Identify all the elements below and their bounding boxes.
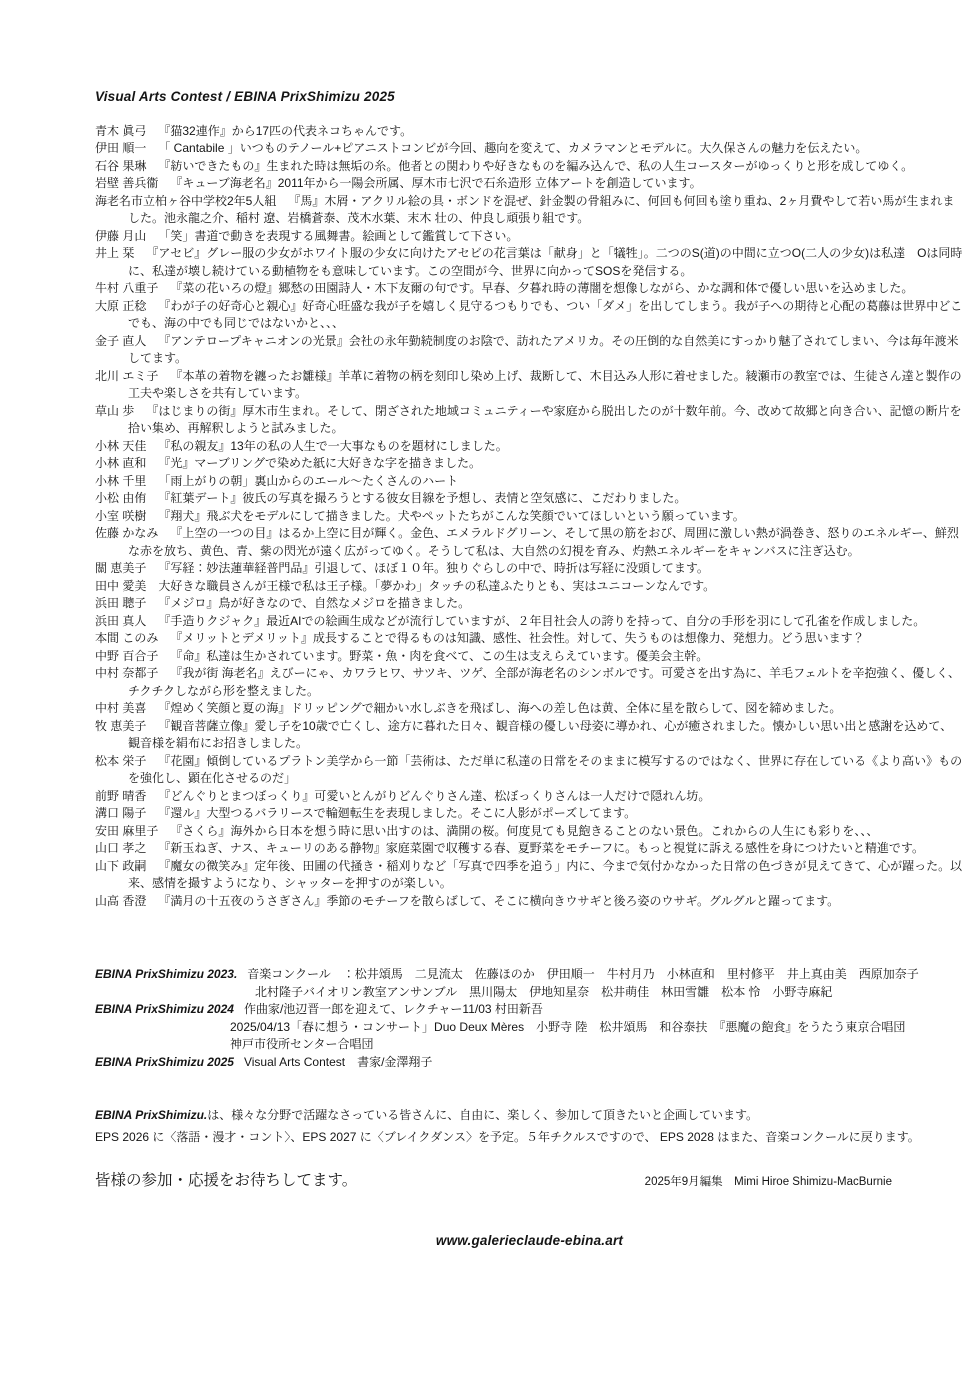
artist-description: 『どんぐりとまつぼっくり』可愛いとんがりどんぐりさん達、松ぼっくりさんは一人だけで隠れん坊。 (158, 788, 711, 803)
artist-description: 『花園』傾倒しているプラトン美学から一節「芸術は、ただ単に私達の日常をそのままに模写するのではなく、世界に存在している《より高い》ものを強化し、顕在化させるのだ」 (128, 753, 963, 785)
artist-entry (95, 665, 964, 700)
artist-name: 青木 眞弓 (95, 123, 147, 138)
artist-entry (95, 245, 964, 280)
artist-description: 『馬』木屑・アクリル絵の具・ボンドを混ぜ、針金製の骨組みに、何回も何回も塗り重ね、2ヶ月費やして若い馬が生まれました。池永龍之介、稲村 遼、岩橋蒼泰、茂木水葉、末木 壮の、仲良し頑張り組です。 (128, 193, 955, 225)
artist-name: 小林 千里 (95, 473, 147, 488)
artist-entry (95, 893, 964, 911)
outro-row (95, 1129, 964, 1147)
artist-description: 『紡いできたもの』生まれた時は無垢の糸。他者との関わりや好きなものを編み込んで、私の人生コースターがゆっくりと形を成してゆく。 (158, 158, 914, 173)
artist-name: 本間 このみ (95, 631, 159, 645)
artist-entry (95, 648, 964, 666)
artist-entry (95, 630, 964, 648)
history-text: Visual Arts Contest 書家/金澤翔子 (243, 1054, 433, 1069)
outro-section (95, 1107, 964, 1146)
artist-entry (95, 560, 964, 578)
artist-name: 中野 百合子 (95, 648, 159, 663)
history-continuation: 神戸市役所センター合唱団 (230, 1037, 374, 1051)
footer-row (95, 1172, 964, 1192)
artist-description: 『命』私達は生かされています。野菜・魚・肉を食べて、この生は支えらえています。優美会主幹。 (170, 648, 709, 663)
artist-description: 『我が街 海老名』えびーにゃ、カワラヒワ、サツキ、ツゲ、全部が海老名のシンボルです。可愛さを出す為に、羊毛フェルトを辛抱強く、優しく、チクチクしながら形を整えました。 (128, 666, 960, 698)
artist-name: 安田 麻里子 (95, 823, 159, 838)
artist-entry (95, 788, 964, 806)
artist-name: 北川 エミ子 (95, 368, 159, 383)
artist-description: 大好きな職員さんが王様で私は王子様。「夢かわ」タッチの私達ふたりとも、実はユニコーンなんです。 (158, 578, 716, 593)
site-url[interactable]: www.galerieclaude-ebina.art (435, 1232, 624, 1248)
page-title: Visual Arts Contest / EBINA PrixShimizu 2025 (95, 89, 395, 104)
artist-description: 『私の親友』13年の私の人生で一大事なものを題材にしました。 (158, 438, 508, 453)
edition-credit: 2025年9月編集 Mimi Hiroe Shimizu-MacBurnie (644, 1176, 892, 1188)
artist-name: 井上 栞 (95, 246, 135, 260)
artist-description: 『キューブ海老名』2011年から一陽会所属、厚木市七沢で石糸造形 立体アートを創造しています。 (170, 176, 702, 190)
artist-name: 小室 咲樹 (95, 508, 147, 523)
artist-entry-list (95, 123, 964, 911)
artist-description: 「雨上がりの朝」裏山からのエール〜たくさんのハート (158, 473, 459, 488)
artist-description: 『観音菩薩立像』愛し子を10歳で亡くし、途方に暮れた日々、観音様の優しい母姿に導かれ、心が癒されました。懐かしい思い出と感謝を込めて、観音様を絹布にお招きしました。 (128, 718, 953, 750)
artist-name: 草山 歩 (95, 403, 135, 418)
artist-name: 大原 正稔 (95, 298, 147, 313)
artist-name: 岩壁 善兵衞 (95, 176, 159, 190)
outro-text: EPS 2026 に〈落語・漫才・コント〉、EPS 2027 に〈ブレイクダンス〉を予定。５年チクルスですので、 EPS 2028 はまた、音楽コンクールに戻ります。 (95, 1129, 920, 1144)
artist-entry (95, 455, 964, 473)
artist-description: 『アンテロープキャニオンの光景』会社の永年勤続制度のお陰で、訪れたアメリカ。その圧倒的な自然美にすっかり魅了されてしまい、今は毎年渡米してます。 (128, 333, 959, 365)
artist-name: 牧 恵美子 (95, 718, 147, 733)
artist-description: 『菜の花いろの燈』郷愁の田園詩人・木下友爾の句です。早春、夕暮れ時の薄闇を想像しながら、かな調和体で優しい思いを込めました。 (170, 281, 914, 295)
history-text: 作曲家/池辺晋一郎を迎えて、レクチャー11/03 村田新吾 (243, 1002, 543, 1016)
outro-label: EBINA PrixShimizu. (95, 1108, 208, 1122)
history-row (95, 966, 964, 984)
artist-description: 『満月の十五夜のうさぎさん』季節のモチーフを散らばして、そこに横向きウサギと後ろ姿のウサギ。グルグルと躍ってます。 (158, 893, 840, 908)
artist-name: 松本 栄子 (95, 753, 147, 768)
artist-description: 『新玉ねぎ、ナス、キューリのある静物』家庭菜園で収穫する春、夏野菜をモチーフに。もっと視覚に訴える感性を身につけたいと精進です。 (158, 841, 924, 855)
artist-entry (95, 508, 964, 526)
artist-entry (95, 823, 964, 841)
artist-entry (95, 158, 964, 176)
artist-name: 山下 政嗣 (95, 858, 147, 873)
artist-description: 『紅葉デート』彼氏の写真を撮ろうとする彼女目線を予想し、表情と空気感に、こだわりました。 (158, 491, 687, 505)
history-row (95, 1001, 964, 1019)
artist-description: 『翔犬』飛ぶ犬をモデルにして描きました。犬やペットたちがこんな笑顔でいてほしいという願っています。 (158, 508, 745, 523)
artist-entry (95, 438, 964, 456)
history-continuation: 北村隆子バイオリン教室アンサンブル 黒川陽太 伊地知星奈 松井萌佳 林田雪雛 松本 怜 小野寺麻紀 (255, 984, 833, 999)
artist-entry (95, 228, 964, 246)
artist-description: 『メリットとデメリット』成長することで得るものは知識、感性、社会性。対して、失うものは想像力、発想力。どう思います？ (170, 631, 865, 645)
artist-name: 伊藤 月山 (95, 228, 147, 243)
artist-name: 牛村 八重子 (95, 281, 159, 295)
artist-name: 山高 香澄 (95, 893, 147, 908)
history-text: 音楽コンクール ：松井頌馬 二見流太 佐藤ほのか 伊田順一 牛村月乃 小林直和 里村修平 井上真由美 西原加奈子 (247, 967, 919, 981)
outro-text: は、様々な分野で活躍なさっている皆さんに、自由に、楽しく、参加して頂きたいと企画しています。 (207, 1108, 759, 1122)
artist-name: 小松 由侑 (95, 491, 147, 505)
artist-entry (95, 805, 964, 823)
artist-description: 『わが子の好奇心と親心』好奇心旺盛な我が子を嬉しく見守るつもりでも、つい「ダメ」を出してしまう。我が子への期待と心配の葛藤は世界中どこでも、海の中でも同じではないかと、、、 (128, 298, 963, 330)
history-row (95, 1054, 964, 1072)
artist-name: 石谷 果琳 (95, 158, 147, 173)
artist-description: 『手造りクジャク』最近AIでの絵画生成などが流行していますが、２年目社会人の誇りを持って、自分の手形を羽にして孔雀を作成しました。 (158, 613, 926, 628)
artist-name: 溝口 陽子 (95, 806, 147, 820)
artist-name: 金子 直人 (95, 333, 147, 348)
artist-entry (95, 473, 964, 491)
outro-row (95, 1107, 964, 1125)
artist-description: 『上空の一つの目』はるか上空に目が輝く。金色、エメラルドグリーン、そして黒の筋をおび、周囲に激しい熱が渦巻き、怒りのエネルギー、鮮烈な赤を放ち、黄色、青、紫の閃光が遠く広がってゆく。そうして私は、大自然の幻視を育み、灼熱エネルギーをキャンバスに注ぎ込む。 (128, 526, 959, 558)
artist-name: 中村 奈都子 (95, 666, 159, 680)
history-label: EBINA PrixShimizu 2024 (95, 1002, 234, 1016)
artist-entry (95, 193, 964, 228)
artist-entry (95, 753, 964, 788)
artist-name: 中村 美喜 (95, 701, 147, 715)
artist-entry (95, 858, 964, 893)
artist-entry (95, 840, 964, 858)
artist-name: 海老名市立柏ヶ谷中学校2年5人組 (95, 193, 277, 208)
artist-entry (95, 123, 964, 141)
artist-description: 『アセビ』グレー服の少女がホワイト服の少女に向けたアセビの花言葉は「献身」と「犠牲」。二つのS(道)の中間に立つO(二人の少女)は私達 Oは同時に、私達が壊し続けている動植物をも意味しています。この空間が今、世界に向かってSOSを発信する。 (128, 246, 963, 278)
artist-description: 『光』マーブリングで染めた紙に大好きな字を描きました。 (158, 456, 482, 470)
artist-name: 浜田 真人 (95, 613, 147, 628)
artist-name: 前野 晴香 (95, 788, 147, 803)
artist-description: 『本革の着物を纏ったお雛様』羊革に着物の柄を刻印し染め上げ、裁断して、木目込み人形に着せました。綾瀬市の教室では、生徒さん達と製作の工夫や楽しさを共有しています。 (128, 368, 962, 400)
artist-name: 佐藤 かなみ (95, 526, 159, 540)
artist-description: 『はじまりの街』厚木市生まれ。そして、閉ざされた地域コミュニティーや家庭から脱出したのが十数年前。今、改めて故郷と向き合い、記憶の断片を拾い集め、再解釈しようと試みました。 (128, 403, 962, 435)
artist-name: 小林 天佳 (95, 438, 147, 453)
artist-entry (95, 578, 964, 596)
artist-description: 『さくら』海外から日本を想う時に思い出すのは、満開の桜。何度見ても見飽きることのない景色。これからの人生にも彩りを、、、 (170, 823, 879, 838)
artist-description: 『還ル』大型つるバラリースで輪廻転生を表現しました。そこに人影がポーズしてます。 (158, 806, 637, 820)
artist-entry (95, 595, 964, 613)
artist-description: 『猫32連作』から17匹の代表ネコちゃんです。 (158, 123, 413, 138)
artist-entry (95, 175, 964, 193)
history-label: EBINA PrixShimizu 2023. (95, 967, 238, 981)
artist-entry (95, 403, 964, 438)
artist-entry (95, 298, 964, 333)
artist-description: 『写経：妙法蓮華経普門品』引退して、ほぼ１０年。独りぐらしの中で、時折は写経に没頭してます。 (158, 561, 709, 575)
artist-name: 田中 愛美 (95, 578, 147, 593)
artist-description: 「 Cantabile 」いつものテノール+ピアニストコンビが今回、趣向を変えて、カメラマンとモデルに。大久保さんの魅力を伝えたい。 (158, 141, 868, 155)
artist-entry (95, 490, 964, 508)
artist-name: 山口 孝之 (95, 841, 147, 855)
artist-description: 『メジロ』鳥が好きなので、自然なメジロを描きました。 (158, 596, 471, 610)
artist-entry (95, 280, 964, 298)
artist-description: 「笑」書道で動きを表現する風舞書。絵画として鑑賞して下さい。 (158, 228, 519, 243)
artist-name: 浜田 聰子 (95, 596, 147, 610)
artist-entry (95, 700, 964, 718)
history-label: EBINA PrixShimizu 2025 (95, 1054, 234, 1069)
closing-message: 皆様の参加・応援をお待ちしてます。 (95, 1172, 358, 1189)
artist-entry (95, 140, 964, 158)
artist-description: 『魔女の微笑み』定年後、田圃の代掻き・稲刈りなど「写真で四季を追う」内に、今まで気付かなかった日常の色づきが見えてきて、心が躍った。以来、感情を撮すようになり、シャッターを押すのが楽しい。 (128, 858, 963, 890)
artist-entry (95, 333, 964, 368)
artist-entry (95, 718, 964, 753)
artist-name: 小林 直和 (95, 456, 147, 470)
artist-entry (95, 613, 964, 631)
artist-name: 關 恵美子 (95, 561, 147, 575)
artist-name: 伊田 順一 (95, 141, 147, 155)
history-continuation: 2025/04/13「春に想う・コンサート」Duo Deux Mères 小野寺 陸 松井頌馬 和谷泰扶 『悪魔の飽食』をうたう東京合唱団 (230, 1019, 906, 1034)
artist-entry (95, 525, 964, 560)
artist-entry (95, 368, 964, 403)
artist-description: 『煌めく笑顔と夏の海』ドリッピングで細かい水しぶきを飛ばし、海への差し色は黄、全体に星を散らして、図を締めました。 (158, 701, 842, 715)
history-section (95, 966, 964, 1071)
